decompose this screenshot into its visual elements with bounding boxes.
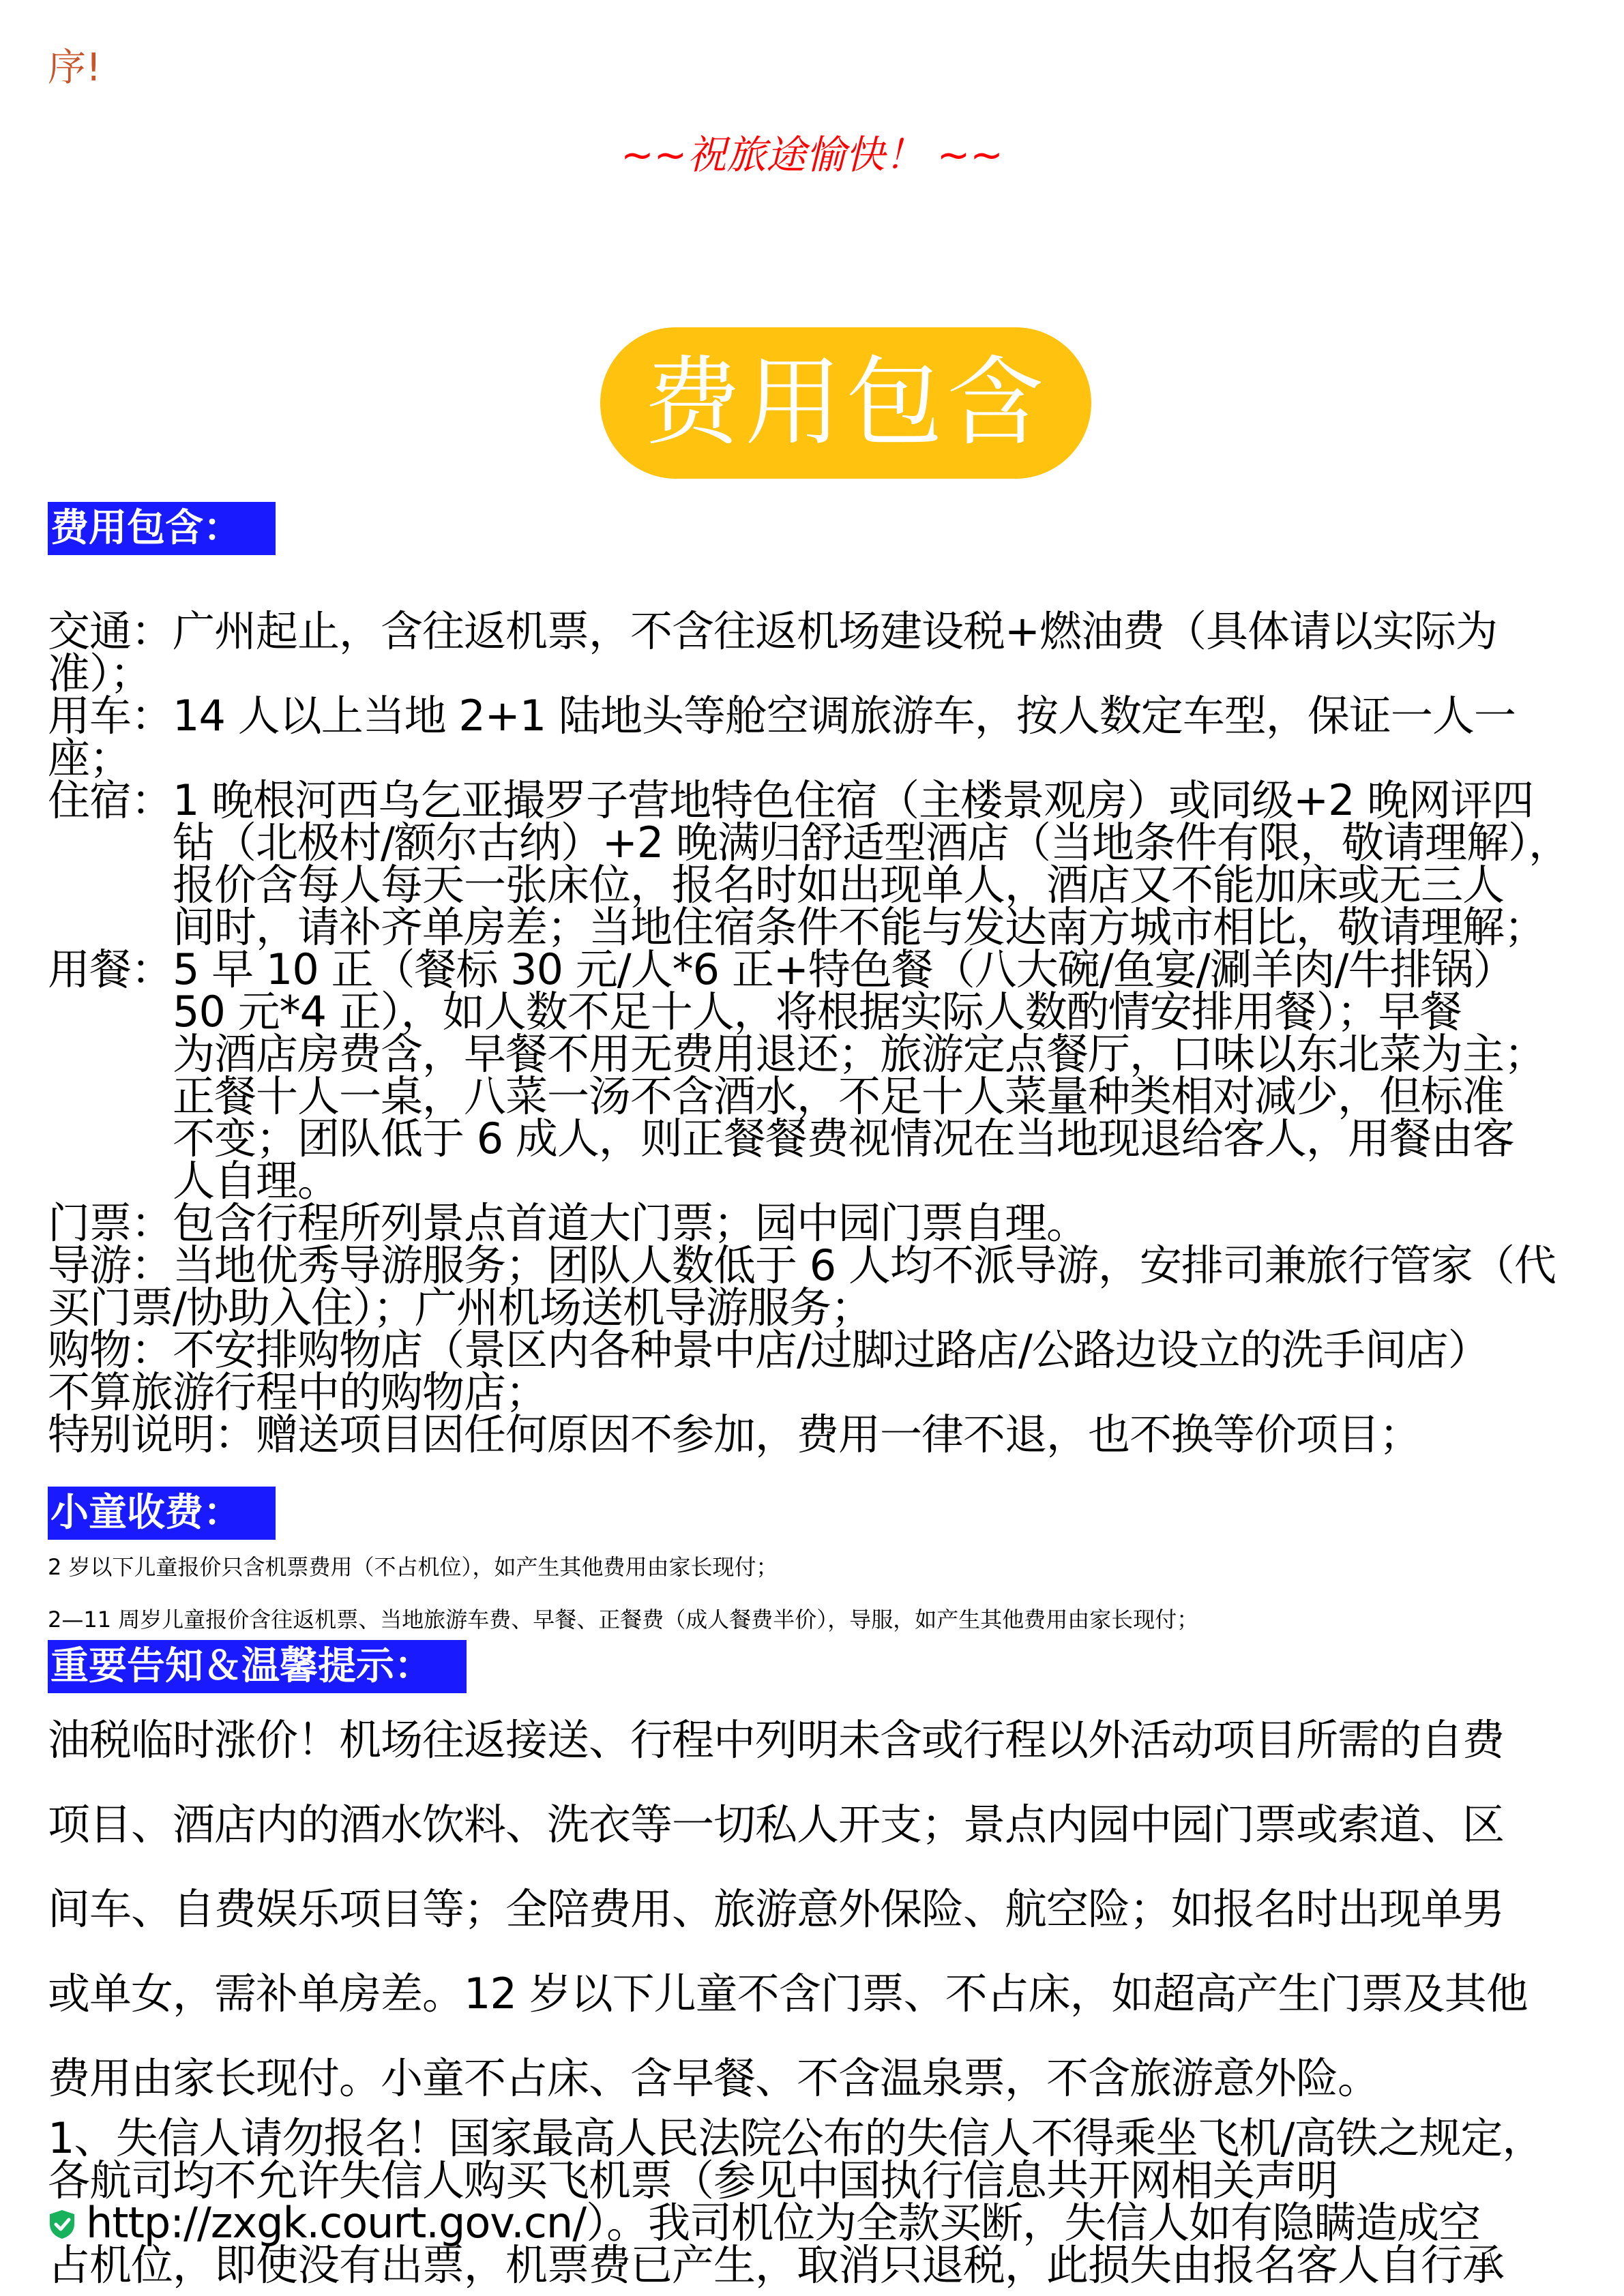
fee-item-lodging: [48, 775, 1582, 952]
wish-text: ~~祝旅途愉快！ ~~: [621, 132, 1003, 178]
notice-body: [48, 1698, 1582, 2121]
warning-line: 各航司均不允许失信人购买飞机票（参见中国执行信息共开网相关声明: [48, 2156, 1338, 2205]
child-line: 2 岁以下儿童报价只含机票费用（不占机位），如产生其他费用由家长现付；: [48, 1554, 778, 1580]
fee-line: 不变；团队低于 6 成人，则正餐餐费视情况在当地现退给客人，用餐由客: [173, 1114, 1514, 1163]
fee-line: 为酒店房费含，早餐不用无费用退还；旅游定点餐厅，口味以东北菜为主；: [173, 1029, 1546, 1079]
fee-label: 购物：: [48, 1325, 173, 1375]
fee-item-transport: [48, 606, 1582, 656]
fee-content: [173, 944, 1546, 1206]
fee-label: 门票：: [48, 1198, 173, 1248]
shield-check-icon: [48, 2209, 76, 2240]
fee-label: 住宿：: [48, 775, 173, 825]
fee-content: 座；: [48, 733, 132, 783]
fee-content: 广州起止，含往返机票，不含往返机场建设税+燃油费（具体请以实际为: [173, 606, 1497, 656]
notice-line: 油税临时涨价！机场往返接送、行程中列明未含或行程以外活动项目所需的自费: [48, 1715, 1505, 1765]
fee-label: 导游：: [48, 1240, 173, 1290]
fee-content: 不安排购物店（景区内各种景中店/过脚过路店/公路边设立的洗手间店）: [173, 1325, 1490, 1375]
fee-content: 不算旅游行程中的购物店；: [48, 1367, 548, 1417]
fee-item-guide: [48, 1240, 1582, 1290]
notice-line: 或单女，需补单房差。12 岁以下儿童不含门票、不占床，如超高产生门票及其他: [48, 1969, 1528, 2018]
fee-line: [48, 1367, 1582, 1417]
fee-line: [48, 648, 1582, 698]
fee-content: 准）；: [48, 648, 152, 698]
top-fragment: 序!: [48, 46, 102, 90]
fee-content: [173, 775, 1571, 952]
fee-item-special: [48, 1410, 1582, 1459]
notice-line: 项目、酒店内的酒水饮料、洗衣等一切私人开支；景点内园中园门票或索道、区: [48, 1800, 1505, 1849]
fee-line: 间时，请补齐单房差；当地住宿条件不能与发达南方城市相比，敬请理解；: [173, 902, 1546, 952]
fee-item-shopping: [48, 1325, 1582, 1375]
fee-content: 14 人以上当地 2+1 陆地头等舱空调旅游车，按人数定车型，保证一人一: [173, 691, 1516, 741]
fee-line: [48, 733, 1582, 783]
fee-line: 正餐十人一桌，八菜一汤不含酒水，不足十人菜量种类相对减少，但标准: [173, 1071, 1505, 1121]
fee-content: 买门票/协助入住）；广州机场送机导游服务；: [48, 1283, 872, 1332]
fee-item-vehicle: [48, 691, 1582, 741]
fee-content: 包含行程所列景点首道大门票；园中园门票自理。: [173, 1198, 1089, 1248]
warning-url-line: http://zxgk.court.gov.cn/）。我司机位为全款买断，失信人如有隐瞒造成空: [86, 2198, 1481, 2248]
banner-pill: 费用包含: [600, 327, 1091, 479]
fee-label: 用车：: [48, 691, 173, 741]
fee-label: 用餐：: [48, 944, 173, 994]
child-header: 小童收费：: [48, 1487, 276, 1540]
notice-line: 间车、自费娱乐项目等；全陪费用、旅游意外保险、航空险；如报名时出现单男: [48, 1884, 1505, 1934]
fees-body: [48, 606, 1582, 1459]
child-line: 2—11 周岁儿童报价含往返机票、当地旅游车费、早餐、正餐费（成人餐费半价），导服，如产生其他费用由家长现付；: [48, 1607, 1199, 1632]
fee-line: 1 晚根河西乌乞亚撮罗子营地特色住宿（主楼景观房）或同级+2 晚网评四: [173, 775, 1534, 825]
fee-line: 报价含每人每天一张床位，报名时如出现单人，酒店又不能加床或无三人: [173, 860, 1505, 910]
fee-item-meals: [48, 944, 1582, 1206]
warning-line: [48, 2198, 1582, 2248]
notice-header: 重要告知＆温馨提示：: [48, 1640, 467, 1693]
fees-header: 费用包含：: [48, 502, 276, 555]
notice-line: 费用由家长现付。小童不占床、含早餐、不含温泉票，不含旅游意外险。: [48, 2053, 1380, 2103]
dishonest-warning: [48, 2113, 1582, 2290]
fee-content: 赠送项目因任何原因不参加，费用一律不退，也不换等价项目；: [256, 1410, 1421, 1459]
warning-line: 1、失信人请勿报名！国家最高人民法院公布的失信人不得乘坐飞机/高铁之规定，: [48, 2113, 1544, 2163]
fee-content: 当地优秀导游服务；团队人数低于 6 人均不派导游，安排司兼旅行管家（代: [173, 1240, 1556, 1290]
fee-line: 钻（北极村/额尔古纳）+2 晚满归舒适型酒店（当地条件有限，敬请理解），: [173, 818, 1571, 867]
fee-line: [48, 1283, 1582, 1332]
fee-line: 5 早 10 正（餐标 30 元/人*6 正+特色餐（八大碗/鱼宴/涮羊肉/牛排锅）: [173, 944, 1515, 994]
fee-line: 50 元*4 正），如人数不足十人，将根据实际人数酌情安排用餐）；早餐: [173, 987, 1462, 1037]
fee-item-tickets: [48, 1198, 1582, 1248]
fee-line: 人自理。: [173, 1156, 340, 1206]
warning-line: 占机位，即使没有出票，机票费已产生，取消只退税，此损失由报名客人自行承: [48, 2240, 1505, 2290]
fee-label: 特别说明：: [48, 1410, 256, 1459]
fee-label: 交通：: [48, 606, 173, 656]
